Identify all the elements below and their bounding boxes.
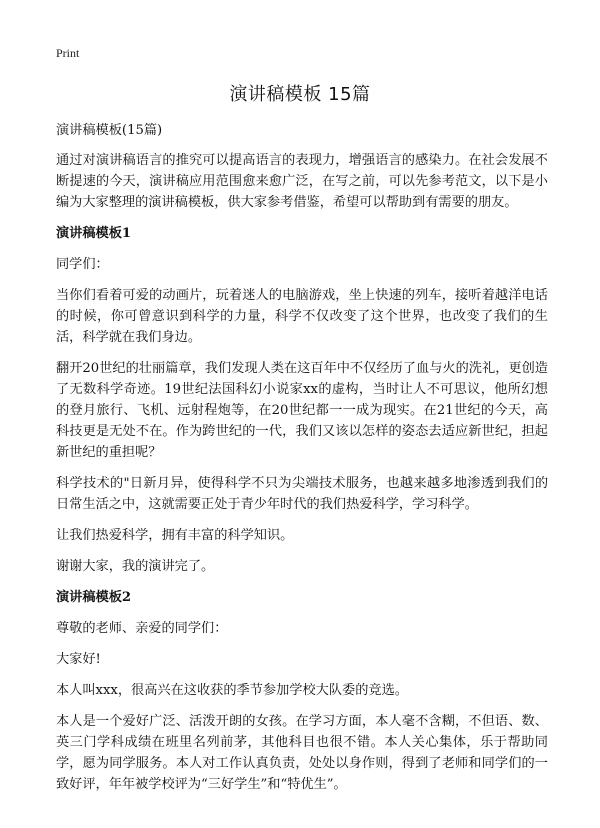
section1-paragraph-1: 当你们看着可爱的动画片，玩着迷人的电脑游戏，坐上快速的列车，接听着越洋电话的时候，你可曾意识到科学的力量，科学不仅改变了这个世界，也改变了我们的生活，科学就在我们身边。 (56, 288, 548, 345)
section1-paragraph-2: 翻开20世纪的壮丽篇章，我们发现人类在这百年中不仅经历了血与火的洗礼，更创造了无数科学奇迹。19世纪法国科幻小说家xx的虚构，当时让人不可思议，他所幻想的登月旅行、飞机、远射程炮等，在20世纪都一一成为现实。在21世纪的今天，高科技更是无处不在。作为跨世纪的一代，我们又该以怎样的姿态去适应新世纪，担起新世纪的重担呢？ (56, 361, 548, 460)
section2-paragraph-2: 本人叫xxx，很高兴在这收获的季节参加学校大队委的竞选。 (56, 683, 408, 698)
section1-greeting: 同学们： (56, 257, 109, 272)
section-heading-2: 演讲稿模板2 (56, 590, 132, 605)
section2-paragraph-1: 大家好! (56, 652, 101, 667)
section1-paragraph-3: 科学技术的"日新月异，使得科学不只为尖端技术服务，也越来越多地渗透到我们的日常生活之中，这就需要正处于青少年时代的我们热爱科学，学习科学。 (56, 476, 548, 512)
intro-paragraph: 通过对演讲稿语言的推究可以提高语言的表现力，增强语言的感染力。在社会发展不断提速的今天，演讲稿应用范围愈来愈广泛，在写之前，可以先参考范文，以下是小编为大家整理的演讲稿模板，供大家参考借鉴，希望可以帮助到有需要的朋友。 (56, 153, 548, 210)
print-label: Print (56, 46, 80, 60)
document-title: 演讲稿模板 15篇 (229, 84, 371, 105)
section1-paragraph-5: 谢谢大家，我的演讲完了。 (56, 559, 215, 574)
section-heading-1: 演讲稿模板1 (56, 226, 132, 241)
section2-greeting: 尊敬的老师、亲爱的同学们： (56, 621, 228, 636)
section2-paragraph-3: 本人是一个爱好广泛、活泼开朗的女孩。在学习方面，本人毫不含糊，不但语、数、英三门学科成绩在班里名列前茅，其他科目也很不错。本人关心集体，乐于帮助同学，愿为同学服务。本人对工作认真负责，处处以身作则，得到了老师和同学们的一致好评，年年被学校评为“三好学生”和“特优生”。 (56, 714, 548, 792)
section1-paragraph-4: 让我们热爱科学，拥有丰富的科学知识。 (56, 528, 294, 543)
document-body (56, 120, 548, 805)
document-subtitle: 演讲稿模板(15篇) (56, 123, 163, 138)
